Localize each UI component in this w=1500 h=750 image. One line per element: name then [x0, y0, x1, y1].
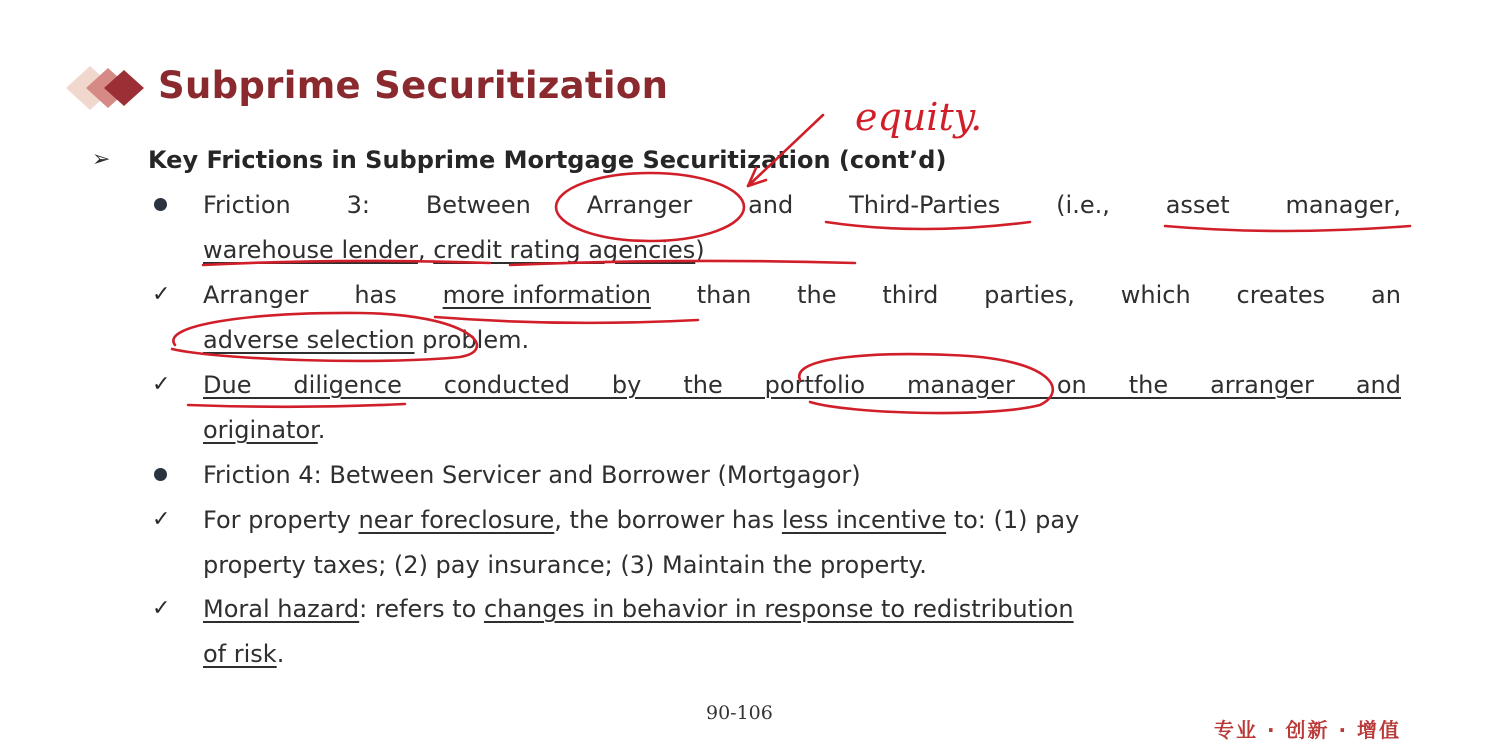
- underline-more-information: [435, 317, 698, 323]
- point1-line1: [203, 280, 1401, 310]
- word: Arranger: [203, 281, 309, 309]
- point2-line1: [203, 370, 1401, 400]
- section-heading: Key Frictions in Subprime Mortgage Securitization (cont’d): [148, 146, 947, 174]
- word: Third-Parties: [849, 191, 1001, 219]
- handwritten-note: equity.: [855, 95, 983, 139]
- underline-due-diligence: [188, 404, 405, 407]
- underline-third-parties: [826, 222, 1030, 229]
- word: Between: [425, 191, 531, 219]
- checkmark-icon: ✓: [152, 596, 171, 621]
- underlined-term: adverse selection: [203, 326, 415, 354]
- word: asset: [1165, 191, 1230, 219]
- underlined-term: more information: [442, 281, 651, 309]
- underlined-term: warehouse lender: [203, 236, 418, 264]
- text: to: (1) pay: [946, 506, 1080, 534]
- text: .: [276, 640, 285, 668]
- slide-title: Subprime Securitization: [158, 64, 669, 107]
- word: (i.e.,: [1056, 191, 1110, 219]
- word: creates: [1236, 281, 1326, 309]
- word: than: [696, 281, 752, 309]
- page-number: 90-106: [706, 702, 773, 724]
- point3-line2: property taxes; (2) pay insurance; (3) Maintain the property.: [203, 551, 927, 579]
- point2-line2: [203, 415, 325, 445]
- underlined-term: Moral hazard: [203, 595, 360, 623]
- text: For property: [203, 506, 359, 534]
- point3-line1: [203, 505, 1079, 535]
- word: an: [1371, 281, 1401, 309]
- friction3-line2: [203, 235, 705, 265]
- text: : refers to: [359, 595, 484, 623]
- text: problem.: [414, 326, 530, 354]
- word: Arranger: [586, 191, 693, 219]
- friction4-line: Friction 4: Between Servicer and Borrower (Mortgagor): [203, 461, 861, 489]
- checkmark-icon: ✓: [152, 507, 171, 532]
- footer-brand-slogan: 专业 · 创新 · 增值: [1214, 718, 1402, 742]
- text: ): [695, 236, 705, 264]
- word: the: [797, 281, 837, 309]
- friction3-line1: [203, 190, 1401, 220]
- bullet-dot-icon: [154, 198, 167, 211]
- underlined-term: near foreclosure: [358, 506, 555, 534]
- word: manager,: [1285, 191, 1401, 219]
- bullet-dot-icon: [154, 468, 167, 481]
- arrow-bullet-icon: ➢: [92, 147, 111, 172]
- underlined-term: credit rating agencies: [433, 236, 696, 264]
- checkmark-icon: ✓: [152, 372, 171, 397]
- underlined-term: changes in behavior in response to redistribution: [483, 595, 1074, 623]
- word: parties,: [984, 281, 1075, 309]
- underlined-term: originator: [203, 416, 318, 444]
- underlined-term: less incentive: [781, 506, 947, 534]
- text: .: [317, 416, 326, 444]
- diamond-logo-icon: [40, 60, 150, 116]
- point1-line2: [203, 325, 529, 355]
- text: ,: [417, 236, 434, 264]
- checkmark-icon: ✓: [152, 282, 171, 307]
- word: third: [882, 281, 939, 309]
- text: , the borrower has: [554, 506, 782, 534]
- word: and: [748, 191, 794, 219]
- point4-line1: [203, 594, 1074, 624]
- underlined-term: Due diligence conducted by the portfolio manager on the arranger and: [203, 371, 1401, 399]
- underlined-term: of risk: [203, 640, 277, 668]
- underline-asset-manager: [1165, 226, 1410, 231]
- point4-line2: [203, 639, 284, 669]
- word: 3:: [346, 191, 370, 219]
- word: has: [354, 281, 397, 309]
- word: which: [1120, 281, 1191, 309]
- word: Friction: [203, 191, 291, 219]
